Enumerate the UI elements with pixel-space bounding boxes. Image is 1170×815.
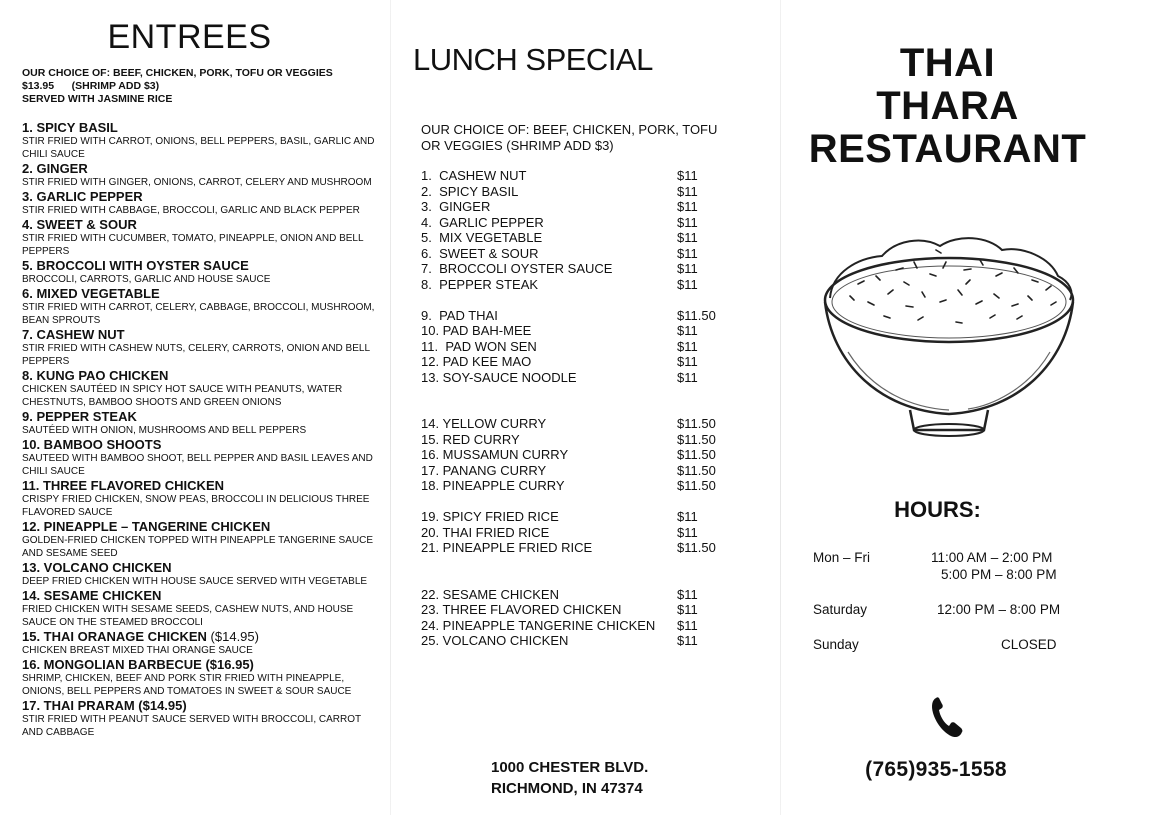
- entree-item: [22, 560, 382, 588]
- lunch-intro: OUR CHOICE OF: BEEF, CHICKEN, PORK, TOFU OR VEGGIES (SHRIMP ADD $3): [421, 122, 718, 153]
- lunch-item: [421, 354, 721, 370]
- entree-item: [22, 120, 382, 161]
- lunch-item: [421, 618, 721, 634]
- entrees-intro: [22, 67, 382, 106]
- lunch-item-price: $11: [677, 245, 698, 261]
- entree-item: [22, 258, 382, 286]
- lunch-item: [421, 323, 721, 339]
- entree-name-text: 6. MIXED VEGETABLE: [22, 286, 160, 301]
- entree-name: [22, 120, 382, 135]
- restaurant-name: [780, 42, 1115, 171]
- lunch-item: [421, 215, 721, 231]
- lunch-item-name: 14. YELLOW CURRY: [421, 416, 547, 431]
- hours-title: HOURS:: [894, 497, 981, 522]
- entree-name-text: 14. SESAME CHICKEN: [22, 588, 162, 603]
- entree-name-text: 16. MONGOLIAN BARBECUE ($16.95): [22, 657, 254, 672]
- lunch-item-price: $11: [677, 369, 698, 385]
- lunch-item: [421, 370, 721, 386]
- lunch-item-price: $11: [677, 323, 698, 338]
- entree-item: [22, 327, 382, 368]
- phone-number: (765)935-1558: [865, 758, 1007, 781]
- address-line: 1000 CHESTER BLVD.: [491, 759, 649, 776]
- entree-description: BROCCOLI, CARROTS, GARLIC AND HOUSE SAUCE: [22, 274, 271, 285]
- entree-name-text: 12. PINEAPPLE – TANGERINE CHICKEN: [22, 519, 271, 534]
- entree-name-text: 2. GINGER: [22, 161, 88, 176]
- entree-description: STIR FRIED WITH CASHEW NUTS, CELERY, CARROTS, ONION AND BELL PEPPERS: [22, 343, 370, 367]
- entree-price: ($14.95): [210, 629, 259, 644]
- lunch-item-name: 18. PINEAPPLE CURRY: [421, 478, 565, 493]
- lunch-item-name: 10. PAD BAH-MEE: [421, 323, 532, 338]
- lunch-item-name: 7. BROCCOLI OYSTER SAUCE: [421, 261, 613, 276]
- lunch-item-name: 3. GINGER: [421, 199, 491, 214]
- lunch-item-price: $11: [677, 524, 698, 540]
- lunch-item-name: 25. VOLCANO CHICKEN: [421, 633, 569, 648]
- hours-time: 5:00 PM – 8:00 PM: [941, 567, 1057, 582]
- lunch-item-name: 9. PAD THAI: [421, 307, 498, 323]
- lunch-group-spacer: [421, 292, 721, 308]
- hours-time: 12:00 PM – 8:00 PM: [937, 602, 1061, 617]
- lunch-item-name: 11. PAD WON SEN: [421, 338, 537, 354]
- entree-description: STIR FRIED WITH CARROT, ONIONS, BELL PEPPERS, BASIL, GARLIC AND CHILI SAUCE: [22, 136, 375, 160]
- lunch-item-price: $11.50: [677, 431, 716, 447]
- phone-icon: [930, 696, 964, 738]
- hours-time: 11:00 AM – 2:00 PM: [931, 550, 1053, 565]
- lunch-item: [421, 447, 721, 463]
- lunch-item-price: $11: [677, 230, 698, 245]
- lunch-item: [421, 525, 721, 541]
- entree-item: [22, 519, 382, 560]
- entree-item: [22, 368, 382, 409]
- entree-description: DEEP FRIED CHICKEN WITH HOUSE SAUCE SERVED WITH VEGETABLE: [22, 576, 368, 587]
- lunch-item-price: $11: [677, 354, 698, 369]
- entrees-intro-line: $13.95 (SHRIMP ADD $3): [22, 80, 160, 92]
- lunch-item-price: $11.50: [677, 540, 716, 555]
- lunch-item-name: 19. SPICY FRIED RICE: [421, 509, 559, 524]
- lunch-item: [421, 416, 721, 432]
- entree-name: [22, 560, 382, 575]
- entree-description: CHICKEN SAUTÉED IN SPICY HOT SAUCE WITH PEANUTS, WATER CHESTNUTS, BAMBOO SHOOTS AND GREEN ONIONS: [22, 384, 343, 408]
- lunch-item: [421, 602, 721, 618]
- entree-item: [22, 437, 382, 478]
- lunch-item-name: 13. SOY-SAUCE NOODLE: [421, 369, 577, 385]
- lunch-item: [421, 463, 721, 479]
- entrees-title: ENTREES: [107, 18, 272, 56]
- lunch-item-name: 22. SESAME CHICKEN: [421, 586, 559, 602]
- lunch-item-price: $11.50: [677, 478, 716, 493]
- lunch-group-spacer: [421, 494, 721, 510]
- entree-item: [22, 409, 382, 437]
- lunch-item-name: 8. PEPPER STEAK: [421, 276, 539, 292]
- lunch-item-price: $11.50: [677, 416, 716, 431]
- lunch-item-name: 21. PINEAPPLE FRIED RICE: [421, 540, 593, 555]
- lunch-item-name: 15. RED CURRY: [421, 431, 520, 447]
- entrees-intro-line: SERVED WITH JASMINE RICE: [22, 93, 173, 105]
- entree-name-text: 7. CASHEW NUT: [22, 327, 125, 342]
- lunch-item-name: 1. CASHEW NUT: [421, 168, 527, 183]
- entree-name: [22, 161, 382, 176]
- hours-day: Saturday: [813, 602, 868, 617]
- entrees-intro-line: OUR CHOICE OF: BEEF, CHICKEN, PORK, TOFU OR VEGGIES: [22, 67, 333, 79]
- lunch-item: [421, 478, 721, 494]
- lunch-item-price: $11: [677, 199, 698, 214]
- entree-name-text: 4. SWEET & SOUR: [22, 217, 137, 232]
- lunch-item-name: 23. THREE FLAVORED CHICKEN: [421, 602, 622, 617]
- entree-name-text: 13. VOLCANO CHICKEN: [22, 560, 172, 575]
- entree-description: FRIED CHICKEN WITH SESAME SEEDS, CASHEW NUTS, AND HOUSE SAUCE ON THE STEAMED BROCCOLI: [22, 604, 354, 628]
- lunch-item-name: 17. PANANG CURRY: [421, 462, 547, 478]
- lunch-item-price: $11: [677, 183, 698, 199]
- entree-item: [22, 478, 382, 519]
- entree-item: [22, 161, 382, 189]
- entree-item: [22, 286, 382, 327]
- lunch-item: [421, 509, 721, 525]
- hours-day: Mon – Fri: [813, 550, 871, 565]
- entree-item: [22, 189, 382, 217]
- entree-list: [22, 120, 382, 739]
- lunch-group-spacer: [421, 556, 721, 587]
- hours-day: Sunday: [813, 637, 859, 652]
- lunch-item: [421, 199, 721, 215]
- address: [491, 757, 648, 799]
- entree-item: [22, 588, 382, 629]
- entree-description: CRISPY FRIED CHICKEN, SNOW PEAS, BROCCOLI IN DELICIOUS THREE FLAVORED SAUCE: [22, 494, 370, 518]
- lunch-item-price: $11: [677, 633, 698, 648]
- lunch-item-price: $11: [677, 602, 698, 617]
- hours-time: CLOSED: [1001, 637, 1057, 652]
- address-line: RICHMOND, IN 47374: [491, 780, 643, 797]
- entree-name-text: 1. SPICY BASIL: [22, 120, 118, 135]
- entree-name: [22, 437, 382, 452]
- lunch-item: [421, 261, 721, 277]
- lunch-item-price: $11: [677, 276, 698, 292]
- entree-name: [22, 478, 382, 493]
- entree-name: [22, 189, 382, 204]
- lunch-group-spacer: [421, 385, 721, 416]
- entree-name: [22, 327, 382, 342]
- lunch-item-name: 2. SPICY BASIL: [421, 183, 519, 199]
- entree-name: [22, 629, 382, 644]
- entree-description: STIR FRIED WITH PEANUT SAUCE SERVED WITH BROCCOLI, CARROT AND CABBAGE: [22, 714, 361, 738]
- entree-name: [22, 588, 382, 603]
- entree-description: STIR FRIED WITH CABBAGE, BROCCOLI, GARLIC AND BLACK PEPPER: [22, 205, 360, 216]
- entree-description: SAUTÉED WITH ONION, MUSHROOMS AND BELL PEPPERS: [22, 425, 307, 436]
- lunch-item-price: $11: [677, 261, 698, 276]
- lunch-item-name: 5. MIX VEGETABLE: [421, 230, 543, 245]
- lunch-item-price: $11: [677, 168, 698, 183]
- lunch-item-price: $11.50: [677, 307, 716, 323]
- lunch-item-price: $11: [677, 509, 698, 524]
- info-panel: [780, 0, 1170, 815]
- entree-name: [22, 286, 382, 301]
- entrees-panel: [22, 18, 382, 739]
- lunch-title: LUNCH SPECIAL: [413, 42, 653, 77]
- entree-name: [22, 657, 382, 672]
- entree-name: [22, 698, 382, 713]
- entree-item: [22, 217, 382, 258]
- lunch-item: [421, 168, 721, 184]
- entree-description: STIR FRIED WITH GINGER, ONIONS, CARROT, CELERY AND MUSHROOM: [22, 177, 372, 188]
- fold-line-left: [390, 0, 391, 815]
- lunch-item: [421, 308, 721, 324]
- entree-name-text: 10. BAMBOO SHOOTS: [22, 437, 162, 452]
- entree-name: [22, 258, 382, 273]
- lunch-item-name: 20. THAI FRIED RICE: [421, 524, 550, 540]
- lunch-item-name: 16. MUSSAMUN CURRY: [421, 447, 569, 462]
- entree-description: SAUTEED WITH BAMBOO SHOOT, BELL PEPPER AND BASIL LEAVES AND CHILI SAUCE: [22, 453, 373, 477]
- lunch-item-price: $11: [677, 617, 698, 633]
- entree-name-text: 3. GARLIC PEPPER: [22, 189, 143, 204]
- entree-description: STIR FRIED WITH CARROT, CELERY, CABBAGE, BROCCOLI, MUSHROOM, BEAN SPROUTS: [22, 302, 375, 326]
- entree-description: STIR FRIED WITH CUCUMBER, TOMATO, PINEAPPLE, ONION AND BELL PEPPERS: [22, 233, 364, 257]
- entree-description: GOLDEN-FRIED CHICKEN TOPPED WITH PINEAPPLE TANGERINE SAUCE AND SESAME SEED: [22, 535, 373, 559]
- entree-description: SHRIMP, CHICKEN, BEEF AND PORK STIR FRIED WITH PINEAPPLE, ONIONS, BELL PEPPERS AND TOMATOES IN SWEET & SOUR SAUCE: [22, 673, 352, 697]
- lunch-item: [421, 339, 721, 355]
- entree-name-text: 9. PEPPER STEAK: [22, 409, 137, 424]
- entree-name: [22, 409, 382, 424]
- entree-item: [22, 629, 382, 657]
- lunch-item: [421, 246, 721, 262]
- lunch-item-name: 4. GARLIC PEPPER: [421, 214, 544, 230]
- entree-item: [22, 698, 382, 739]
- entree-name: [22, 217, 382, 232]
- rice-bowl-icon: [818, 232, 1080, 442]
- entree-item: [22, 657, 382, 698]
- lunch-item: [421, 540, 721, 556]
- lunch-item-name: 12. PAD KEE MAO: [421, 354, 532, 369]
- lunch-item-name: 24. PINEAPPLE TANGERINE CHICKEN: [421, 617, 656, 633]
- restaurant-name-line: THARA: [876, 84, 1019, 128]
- lunch-list: [421, 168, 721, 649]
- lunch-item-price: $11: [677, 214, 698, 230]
- restaurant-name-line: THAI: [899, 41, 996, 85]
- lunch-item: [421, 277, 721, 293]
- entree-name: [22, 368, 382, 383]
- lunch-item: [421, 587, 721, 603]
- lunch-item: [421, 432, 721, 448]
- lunch-item: [421, 633, 721, 649]
- lunch-item: [421, 184, 721, 200]
- restaurant-name-line: RESTAURANT: [808, 127, 1087, 171]
- lunch-item-price: $11.50: [677, 447, 716, 462]
- lunch-item-price: $11: [677, 586, 698, 602]
- entree-name-text: 5. BROCCOLI WITH OYSTER SAUCE: [22, 258, 249, 273]
- lunch-item: [421, 230, 721, 246]
- entree-description: CHICKEN BREAST MIXED THAI ORANGE SAUCE: [22, 645, 253, 656]
- entree-name: [22, 519, 382, 534]
- entree-name-text: 15. THAI ORANAGE CHICKEN: [22, 629, 207, 644]
- entree-name-text: 17. THAI PRARAM ($14.95): [22, 698, 187, 713]
- lunch-item-name: 6. SWEET & SOUR: [421, 245, 539, 261]
- lunch-item-price: $11: [677, 338, 698, 354]
- lunch-item-price: $11.50: [677, 462, 716, 478]
- entree-name-text: 8. KUNG PAO CHICKEN: [22, 368, 169, 383]
- entree-name-text: 11. THREE FLAVORED CHICKEN: [22, 478, 225, 493]
